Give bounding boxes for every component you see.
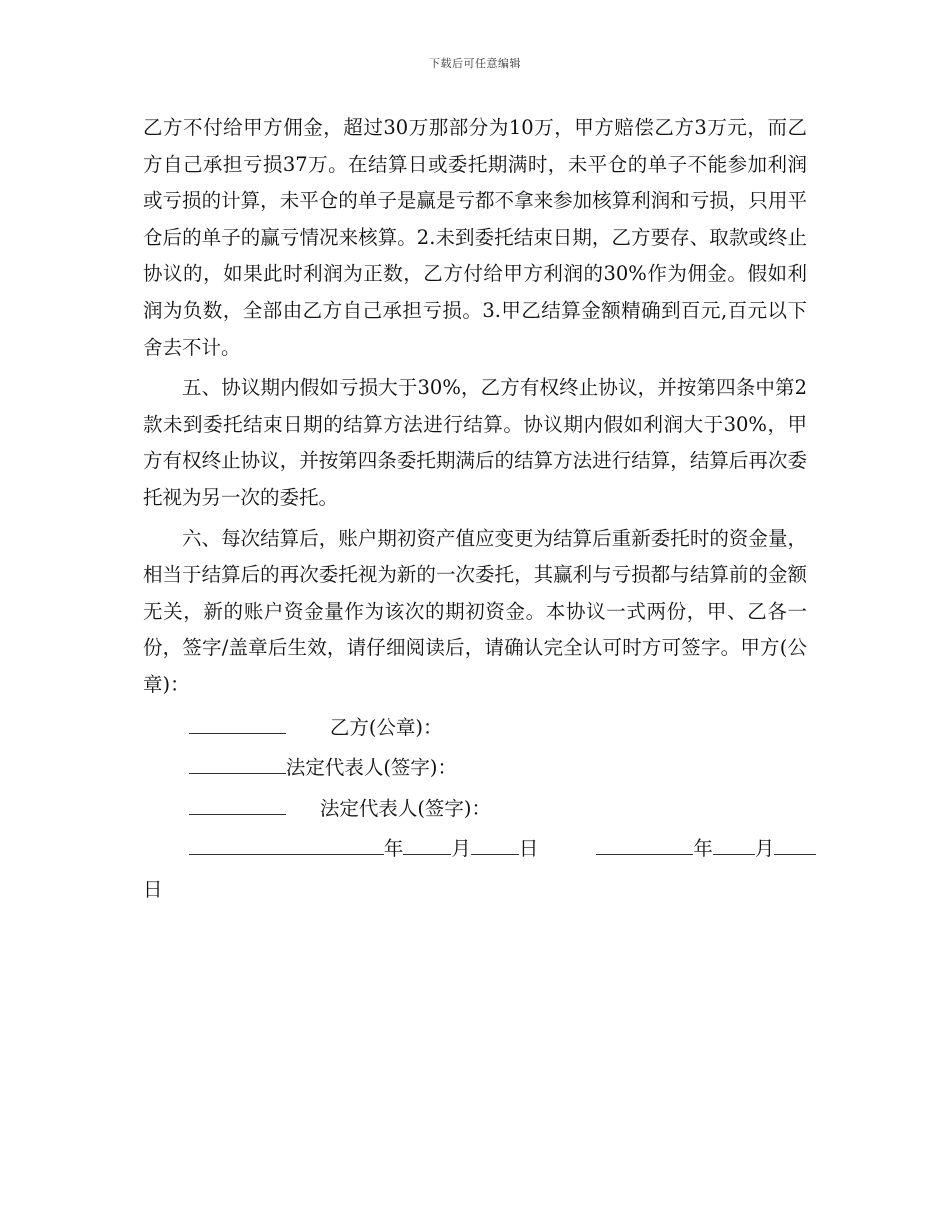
month-blank <box>713 834 755 855</box>
page-header: 下载后可任意编辑 <box>429 57 521 70</box>
legal-rep-label: 法定代表人(签字)： <box>285 756 458 779</box>
month-label: 月 <box>754 837 775 860</box>
year-label: 年 <box>383 837 404 860</box>
signature-blank <box>189 793 286 814</box>
signature-row-legal-rep-b <box>143 789 807 830</box>
month-blank <box>403 834 451 855</box>
paragraph-clause-five: 五、协议期内假如亏损大于30%，乙方有权终止协议，并按第四条中第2款未到委托结束日期的结算方法进行结算。协议期内假如利润大于30%，甲方有权终止协议，并按第四条委托期满后的结算方法进行结算，结算后再次委托视为另一次的委托。 <box>143 376 807 509</box>
day-blank <box>774 834 816 855</box>
date-row <box>143 829 807 870</box>
signature-blank <box>189 712 286 733</box>
day-label: 日 <box>518 837 539 860</box>
paragraph-settlement-terms: 乙方不付给甲方佣金，超过30万那部分为10万，甲方赔偿乙方3万元，而乙方自己承担亏损37万。在结算日或委托期满时，未平仓的单子不能参加利润或亏损的计算，未平仓的单子是赢是亏都不拿来参加核算利润和亏损，只用平仓后的单子的赢亏情况来核算。2.未到委托结束日期，乙方要存、取款或终止协议的，如果此时利润为正数，乙方付给甲方利润的30%作为佣金。假如利润为负数，全部由乙方自己承担亏损。3.甲乙结算金额精确到百元,百元以下舍去不计。 <box>143 116 807 359</box>
paragraph-clause-six: 六、每次结算后，账户期初资产值应变更为结算后重新委托时的资金量，相当于结算后的再次委托视为新的一次委托，其赢利与亏损都与结算前的金额无关，新的账户资金量作为该次的期初资金。本协议一式两份，甲、乙各一份，签字/盖章后生效，请仔细阅读后，请确认完全认可时方可签字。甲方(公章)： <box>143 526 807 696</box>
year-blank <box>596 834 693 855</box>
month-label: 月 <box>451 837 471 860</box>
signature-blank <box>189 753 286 774</box>
party-b-seal-label: 乙方(公章)： <box>329 715 443 739</box>
date-day-label: 日 <box>143 877 163 901</box>
day-blank <box>471 834 519 855</box>
year-label: 年 <box>693 837 713 860</box>
year-blank <box>189 834 384 855</box>
signature-row-party-b <box>143 708 807 749</box>
document-body <box>143 110 807 914</box>
signature-row-legal-rep-a <box>143 748 807 789</box>
legal-rep-label: 法定代表人(签字)： <box>319 796 492 820</box>
